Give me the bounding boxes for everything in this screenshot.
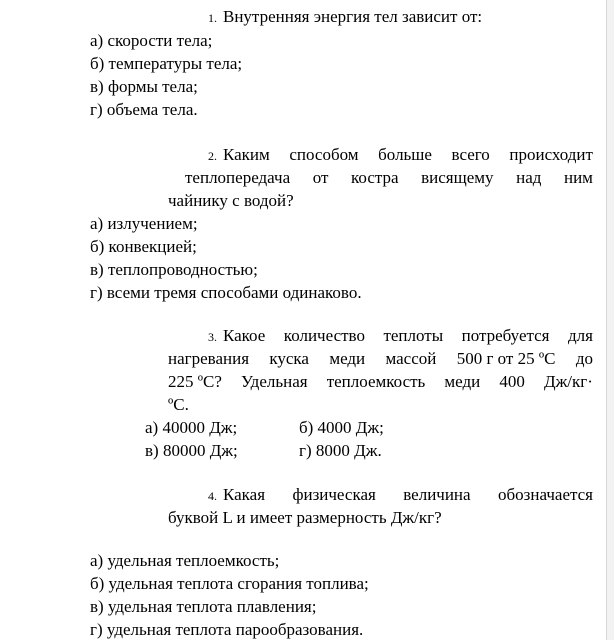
q2-option-d: г) всеми тремя способами одинаково.: [90, 283, 362, 302]
question-4-word-2: физическая: [292, 485, 376, 504]
question-3-line-4: ºС.: [168, 395, 189, 414]
question-4-word: [208, 484, 265, 506]
q3-option-b: б) 4000 Дж;: [299, 418, 384, 437]
q3-option-d: г) 8000 Дж.: [299, 441, 382, 460]
question-3-line-1: [208, 325, 593, 347]
question-2-word-2: способом: [289, 145, 359, 164]
question-3-word-8: меди: [329, 349, 366, 368]
question-3-word-11: до: [575, 349, 593, 368]
question-2-line-2: [185, 167, 593, 189]
question-4-line-1: [208, 484, 593, 506]
q2-option-c: в) теплопроводностью;: [90, 260, 258, 279]
question-3-word: [208, 325, 265, 347]
question-3-word-7: куска: [269, 349, 309, 368]
question-3-word-1: Какое: [223, 326, 266, 345]
question-2-word-7: от: [312, 168, 329, 187]
question-3-word-16: 400: [499, 372, 525, 391]
question-4-word-3: величина: [403, 485, 471, 504]
question-3-number: 3.: [208, 330, 217, 344]
question-2-word-6: теплопередача: [185, 168, 291, 187]
question-3-word-13: Удельная: [241, 372, 308, 391]
question-4-word-4: обозначается: [498, 485, 593, 504]
question-3-word-17: Дж/кг·: [543, 372, 593, 391]
question-3-word-14: теплоемкость: [326, 372, 426, 391]
question-2-word-10: над: [516, 168, 542, 187]
page-edge: [606, 0, 614, 640]
question-3-word-10: 500 г от 25 ºС: [456, 349, 556, 368]
question-2-word-8: костра: [351, 168, 399, 187]
question-2-word: [208, 144, 270, 166]
question-3-word-12: 225 ºС?: [168, 372, 222, 391]
question-2-line-1: [208, 144, 593, 166]
q4-option-c: в) удельная теплота плавления;: [90, 597, 317, 616]
question-3-word-4: потребуется: [461, 326, 550, 345]
question-1-text: Внутренняя энергия тел зависит от:: [223, 7, 483, 26]
question-2-word-4: всего: [451, 145, 490, 164]
question-2-word-11: ним: [563, 168, 593, 187]
q2-option-b: б) конвекцией;: [90, 237, 197, 256]
question-3-word-6: нагревания: [168, 349, 250, 368]
q3-option-a: а) 40000 Дж;: [145, 418, 238, 437]
question-3-line-3: [168, 371, 593, 393]
q1-option-c: в) формы тела;: [90, 77, 198, 96]
question-4-line-2: буквой L и имеет размерность Дж/кг?: [168, 508, 442, 527]
question-3-word-3: теплоты: [383, 326, 444, 345]
q3-option-c: в) 80000 Дж;: [145, 441, 238, 460]
q4-option-b: б) удельная теплота сгорания топлива;: [90, 574, 369, 593]
question-1-title: [208, 6, 482, 28]
question-4-word-1: Какая: [223, 485, 266, 504]
question-2-word-1: Каким: [223, 145, 270, 164]
q4-option-d: г) удельная теплота парообразования.: [90, 620, 364, 639]
q1-option-d: г) объема тела.: [90, 100, 198, 119]
q2-option-a: а) излучением;: [90, 214, 198, 233]
question-3-word-5: для: [568, 326, 593, 345]
question-3-word-15: меди: [444, 372, 481, 391]
question-2-number: 2.: [208, 149, 217, 163]
question-2-word-5: происходит: [509, 145, 593, 164]
question-2-word-3: больше: [378, 145, 432, 164]
q1-option-b: б) температуры тела;: [90, 54, 243, 73]
question-3-word-2: количество: [283, 326, 365, 345]
q1-option-a: а) скорости тела;: [90, 31, 213, 50]
question-1-number: 1.: [208, 11, 217, 25]
question-4-number: 4.: [208, 489, 217, 503]
question-2-line-3: чайнику с водой?: [168, 191, 294, 210]
question-3-line-2: [168, 348, 593, 370]
question-2-word-9: висящему: [421, 168, 494, 187]
q4-option-a: а) удельная теплоемкость;: [90, 551, 280, 570]
question-3-word-9: массой: [385, 349, 437, 368]
